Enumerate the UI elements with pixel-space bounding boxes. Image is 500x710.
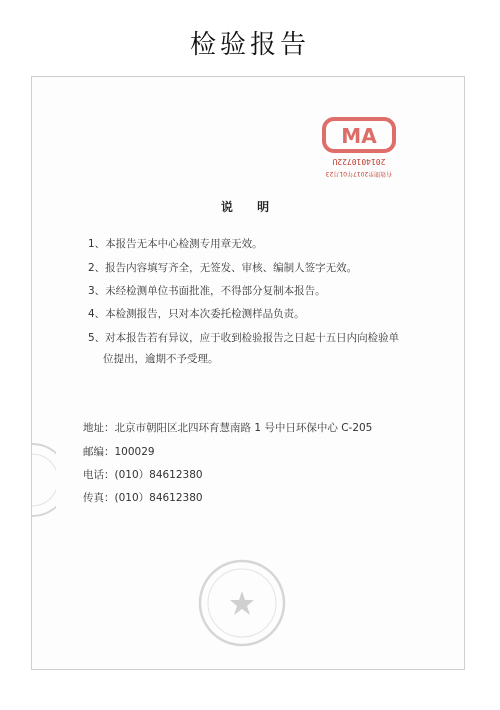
note-5: 5、对本报告若有异议，应于收到检验报告之日起十五日内向检验单	[88, 332, 400, 344]
partial-seal-left	[26, 440, 56, 520]
phone: 电话：(010）84612380	[83, 469, 203, 481]
note-4: 4、本检测报告，只对本次委托检测样品负责。	[88, 308, 305, 320]
page-title: 检验报告	[189, 30, 310, 60]
section-heading: 说 明	[220, 200, 280, 214]
address: 地址：北京市朝阳区北四环育慧南路 1 号中日环保中心 C-205	[83, 422, 373, 434]
note-5-continued: 位提出，逾期不予受理。	[103, 353, 219, 365]
stamp-subtext: 有效期至2017年01月23	[325, 170, 393, 177]
note-3: 3、未经检测单位书面批准，不得部分复制本报告。	[88, 285, 326, 297]
official-seal	[196, 557, 288, 649]
stamp-serial: 2014010722U	[332, 157, 386, 166]
note-1: 1、本报告无本中心检测专用章无效。	[88, 238, 263, 250]
ma-stamp	[318, 113, 400, 183]
note-2: 2、报告内容填写齐全，无签发、审核、编制人签字无效。	[88, 262, 358, 274]
stamp-letters: MA	[341, 124, 377, 148]
seal-star-icon	[230, 591, 254, 615]
fax: 传真：(010）84612380	[83, 492, 203, 504]
postcode: 邮编：100029	[83, 446, 155, 458]
